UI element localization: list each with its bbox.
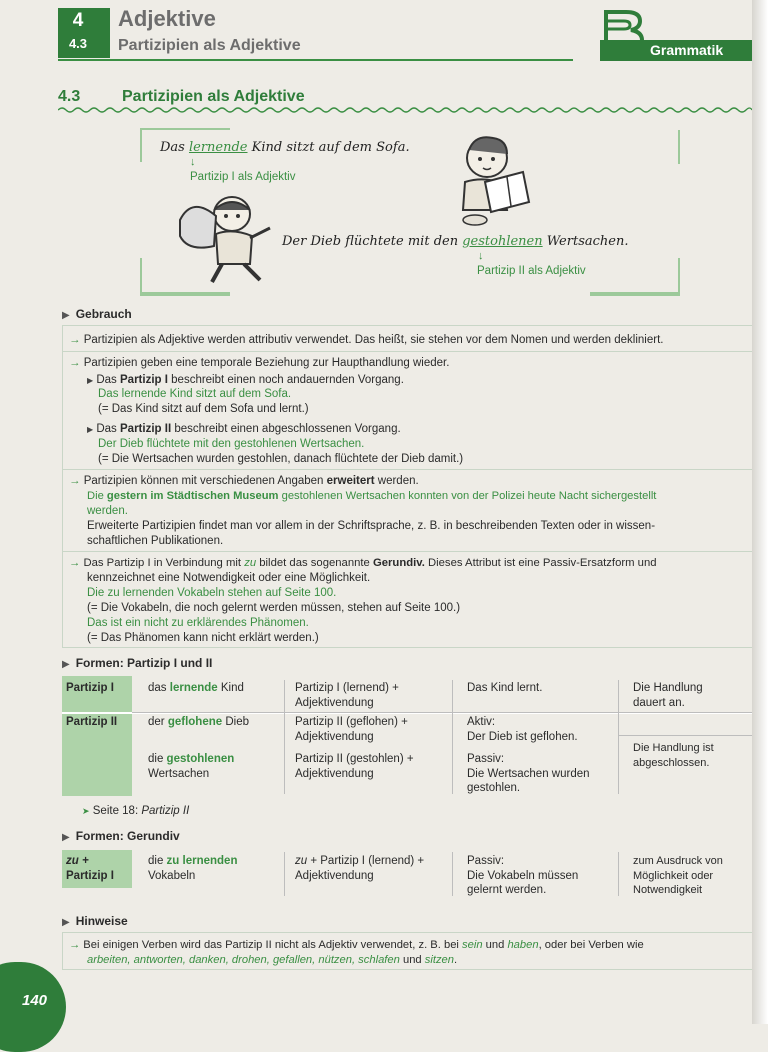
reading-child-icon xyxy=(445,132,545,227)
triangle-bullet-icon: ▶ xyxy=(62,659,70,670)
wave-divider xyxy=(58,106,752,114)
partizip-2-note: (= Die Wertsachen wurden gestohlen, danach flüchtete der Dieb damit.) xyxy=(98,453,464,465)
partizip-2-desc: ▶ Das Partizip II beschreibt einen abgeschlossenen Vorgang. xyxy=(87,423,401,435)
gebrauch-point-2: → Partizipien geben eine temporale Beziehung zur Haupthandlung wieder. xyxy=(69,357,450,369)
section-number: 4.3 xyxy=(58,88,81,105)
gebrauch-point-1: → Partizipien als Adjektive werden attributiv verwendet. Das heißt, sie stehen vor dem Nomen und werden dekliniert. xyxy=(69,334,664,346)
gerundiv-note-1: (= Die Vokabeln, die noch gelernt werden müssen, stehen auf Seite 100.) xyxy=(87,602,461,614)
triangle-bullet-icon: ▶ xyxy=(62,832,70,843)
row2-example: der geflohene Dieb xyxy=(148,716,249,728)
row3-meaning: Passiv: Die Wertsachen wurden gestohlen. xyxy=(467,753,590,794)
header-rule xyxy=(58,59,573,61)
partizip-1-desc: ▶ Das Partizip I beschreibt einen noch andauernden Vorgang. xyxy=(87,374,404,386)
chapter-title: Adjektive xyxy=(118,6,216,31)
partizip-1-example: Das lernende Kind sitzt auf dem Sofa. xyxy=(98,388,292,400)
row3-example: die gestohlenen Wertsachen xyxy=(148,753,235,780)
hinweise-box xyxy=(62,932,754,970)
hinweis-line-2: arbeiten, antworten, danken, drohen, gefallen, nützen, schlafen und sitzen. xyxy=(87,954,458,966)
row-label-partizip-2: Partizip II xyxy=(66,716,118,728)
sentence-2: Der Dieb flüchtete mit den gestohlenen Wertsachen. xyxy=(282,234,629,249)
illustration-frame xyxy=(140,128,680,296)
chapter-badge xyxy=(58,8,110,58)
row1-example: das lernende Kind xyxy=(148,682,244,694)
chapter-section: 4.3 xyxy=(68,36,88,51)
gerundiv-example-1: Die zu lernenden Vokabeln stehen auf Seite 100. xyxy=(87,587,337,599)
row2-meaning: Aktiv: Der Dieb ist geflohen. xyxy=(467,716,578,743)
thief-icon xyxy=(172,186,282,286)
label-partizip-2: Partizip II als Adjektiv xyxy=(477,265,586,277)
row1-note: Die Handlung dauert an. xyxy=(633,682,703,709)
triangle-bullet-icon: ▶ xyxy=(62,917,70,928)
gerundiv-form: zu + Partizip I (lernend) + Adjektivendung xyxy=(295,855,425,882)
gerundiv-meaning: Passiv: Die Vokabeln müssen gelernt werden. xyxy=(467,855,579,896)
chapter-number: 4 xyxy=(72,10,84,31)
arrow-down-icon: ↓ xyxy=(190,156,196,168)
triangle-bullet-icon: ▶ xyxy=(62,310,70,321)
heading-gebrauch: ▶ Gebrauch xyxy=(62,307,132,321)
partizip-1-note: (= Das Kind sitzt auf dem Sofa und lernt.) xyxy=(98,403,309,415)
gerundiv-example-2: Das ist ein nicht zu erklärendes Phänomen. xyxy=(87,617,309,629)
page-number: 140 xyxy=(22,992,48,1009)
row1-form: Partizip I (lernend) + Adjektivendung xyxy=(295,682,399,709)
gerundiv-label: zu + Partizip I xyxy=(66,855,114,882)
gerundiv-note: zum Ausdruck von Möglichkeit oder Notwendigkeit xyxy=(633,855,723,896)
erweitert-example: Die gestern im Städtischen Museum gestohlenen Wertsachen konnten von der Polizei heute Nacht sichergestellt xyxy=(87,490,657,502)
row3-form: Partizip II (gestohlen) + Adjektivendung xyxy=(295,753,414,780)
gerundiv-example: die zu lernenden Vokabeln xyxy=(148,855,238,882)
heading-formen-gerundiv: ▶ Formen: Gerundiv xyxy=(62,829,180,843)
erweitert-text-2: schaftlichen Publikationen. xyxy=(87,535,224,547)
row-label-partizip-1: Partizip I xyxy=(66,682,114,694)
sentence-1: Das lernende Kind sitzt auf dem Sofa. xyxy=(160,140,410,155)
part-label: Grammatik xyxy=(650,42,724,58)
row1-meaning: Das Kind lernt. xyxy=(467,682,543,694)
gerundiv-text: kennzeichnet eine Notwendigkeit oder eine Möglichkeit. xyxy=(87,572,371,584)
erweitert-example-end: werden. xyxy=(87,505,128,517)
gebrauch-point-3: → Partizipien können mit verschiedenen Angaben erweitert werden. xyxy=(69,475,419,487)
heading-formen-partizip: ▶ Formen: Partizip I und II xyxy=(62,656,213,670)
hinweis-line-1: → Bei einigen Verben wird das Partizip II nicht als Adjektiv verwendet, z. B. bei sein und haben, oder bei Verben wie xyxy=(69,939,644,951)
erweitert-text-1: Erweiterte Partizipien findet man vor allem in der Schriftsprache, z. B. in beschreibenden Texten oder in wissen- xyxy=(87,520,656,532)
book-spine-edge xyxy=(752,0,768,1024)
gerundiv-note-2: (= Das Phänomen kann nicht erklärt werden.) xyxy=(87,632,319,644)
gebrauch-point-4: → Das Partizip I in Verbindung mit zu bildet das sogenannte Gerundiv. Dieses Attribut ist eine Passiv-Ersatzform und xyxy=(69,557,657,569)
heading-hinweise: ▶ Hinweise xyxy=(62,914,128,928)
gebrauch-box xyxy=(62,325,754,648)
row2-form: Partizip II (geflohen) + Adjektivendung xyxy=(295,716,408,743)
label-partizip-1: Partizip I als Adjektiv xyxy=(190,171,296,183)
section-title: Partizipien als Adjektive xyxy=(122,88,305,105)
row23-note: Die Handlung ist abgeschlossen. xyxy=(633,742,714,769)
cross-reference-link[interactable]: ➤ Seite 18: Partizip II xyxy=(82,805,190,817)
partizip-2-example: Der Dieb flüchtete mit den gestohlenen Wertsachen. xyxy=(98,438,365,450)
chapter-subtitle: Partizipien als Adjektive xyxy=(118,37,301,54)
arrow-down-icon: ↓ xyxy=(478,250,484,262)
